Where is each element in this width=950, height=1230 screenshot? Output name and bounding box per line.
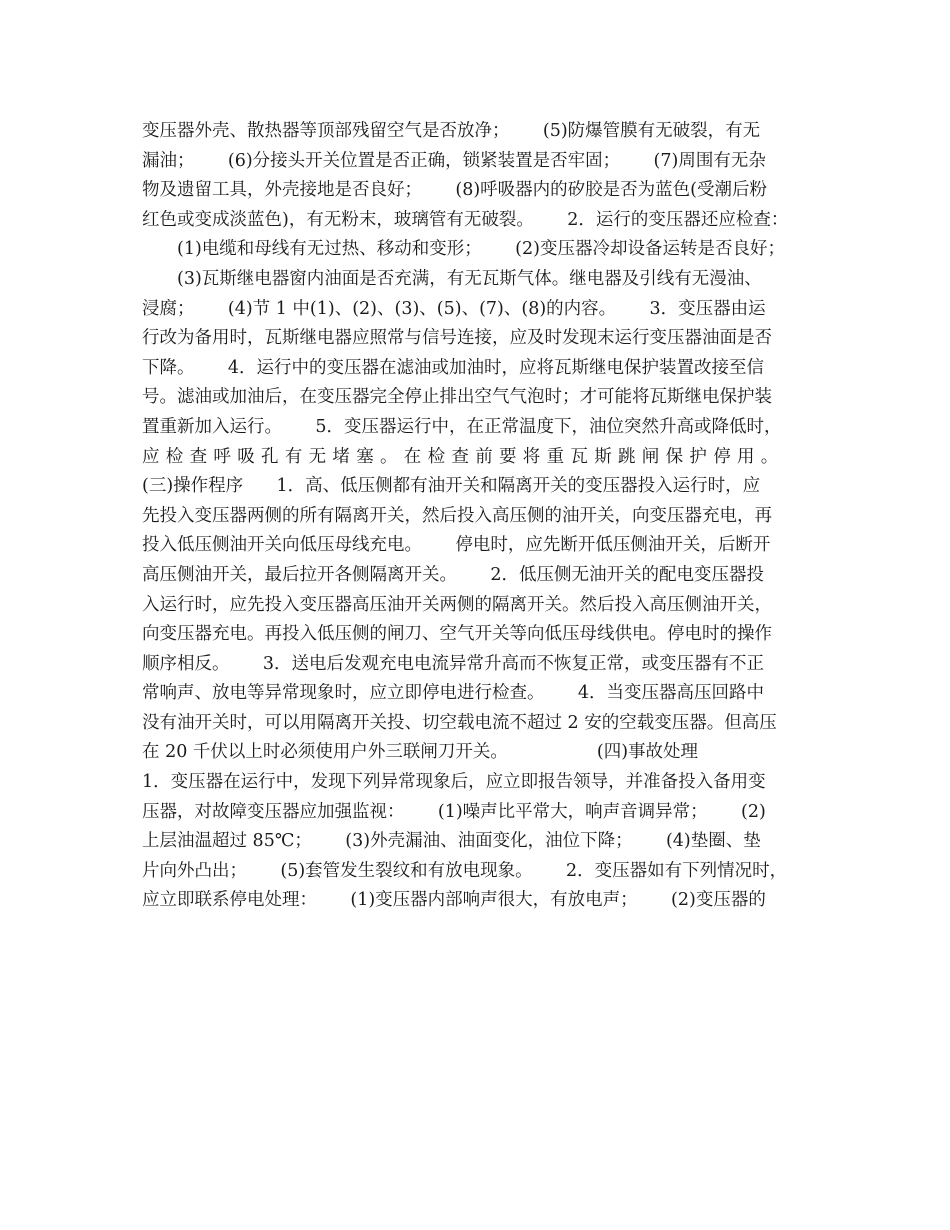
text-line: (3)瓦斯继电器窗内油面是否充满，有无瓦斯气体。继电器及引线有无漫油、 bbox=[177, 268, 762, 289]
text-line: 入运行时，应先投入变压器高压油开关两侧的隔离开关。然后投入高压侧油开关， bbox=[142, 594, 772, 615]
text-line: 顺序相反。 3．送电后发观充电电流异常升高而不恢复正常，或变压器有不正 bbox=[142, 653, 765, 674]
text-line: 号。滤油或加油后，在变压器完全停止排出空气气泡时；才可能将瓦斯继电保护装 bbox=[142, 387, 772, 408]
text-line: 变压器外壳、散热器等顶部残留空气是否放净； (5)防爆管膜有无破裂，有无 bbox=[142, 121, 761, 141]
text-line: 向变压器充电。再投入低压侧的闸刀、空气开关等向低压母线供电。停电时的操作 bbox=[142, 624, 772, 645]
document-body bbox=[142, 117, 822, 916]
text-line: 压器，对故障变压器应加强监视： (1)噪声比平常大，响声音调异常； (2) bbox=[142, 801, 766, 822]
text-line: (1)电缆和母线有无过热、移动和变形； (2)变压器冷却设备运转是否良好； bbox=[177, 239, 785, 260]
text-line: 浸腐； (4)节 1 中(1)、(2)、(3)、(5)、(7)、(8)的内容。 3．变压器由运 bbox=[142, 298, 766, 319]
text-line: 没有油开关时，可以用隔离开关投、切空载电流不超过 2 安的空载变压器。但高压 bbox=[142, 712, 777, 733]
text-line: 行改为备用时，瓦斯继电器应照常与信号连接，应及时发现末运行变压器油面是否 bbox=[142, 328, 772, 349]
text-line: 上层油温超过 85℃； (3)外壳漏油、油面变化，油位下降； (4)垫圈、垫 bbox=[142, 831, 761, 852]
text-line: 红色或变成淡蓝色)，有无粉末，玻璃管有无破裂。 2．运行的变压器还应检查： bbox=[142, 209, 789, 230]
text-line: 在 20 千伏以上时必须使用户外三联闸刀开关。 (四)事故处理 bbox=[142, 742, 699, 763]
text-line: 片向外凸出； (5)套管发生裂纹和有放电现象。 2．变压器如有下列情况时， bbox=[142, 860, 788, 881]
text-line: 漏油； (6)分接头开关位置是否正确，锁紧装置是否牢固； (7)周围有无杂 bbox=[142, 150, 766, 171]
text-line: 置重新加入运行。 5．变压器运行中，在正常温度下，油位突然升高或降低时， bbox=[142, 416, 782, 437]
text-line: 物及遗留工具，外壳接地是否良好； (8)呼吸器内的矽胶是否为蓝色(受潮后粉 bbox=[142, 180, 767, 201]
text-line: 1．变压器在运行中，发现下列异常现象后，应立即报告领导，并准备投入备用变 bbox=[142, 772, 766, 793]
text-line: 应检查呼吸孔有无堵塞。在检查前要将重瓦斯跳闸保护停用。 bbox=[142, 446, 785, 467]
text-line: 常响声、放电等异常现象时，应立即停电进行检查。 4．当变压器高压回路中 bbox=[142, 683, 765, 704]
text-line: 高压侧油开关，最后拉开各侧隔离开关。 2．低压侧无油开关的配电变压器投 bbox=[142, 564, 765, 585]
text-line: 下降。 4．运行中的变压器在滤油或加油时，应将瓦斯继电保护装置改接至信 bbox=[142, 357, 765, 378]
text-line: 投入低压侧油开关向低压母线充电。 停电时，应先断开低压侧油开关，后断开 bbox=[142, 535, 771, 556]
text-line: (三)操作程序 1．高、低压侧都有油开关和隔离开关的变压器投入运行时，应 bbox=[142, 476, 761, 497]
text-line: 先投入变压器两侧的所有隔离开关，然后投入高压侧的油开关，向变压器充电，再 bbox=[142, 505, 772, 526]
text-line: 应立即联系停电处理： (1)变压器内部响声很大，有放电声； (2)变压器的 bbox=[142, 890, 766, 911]
